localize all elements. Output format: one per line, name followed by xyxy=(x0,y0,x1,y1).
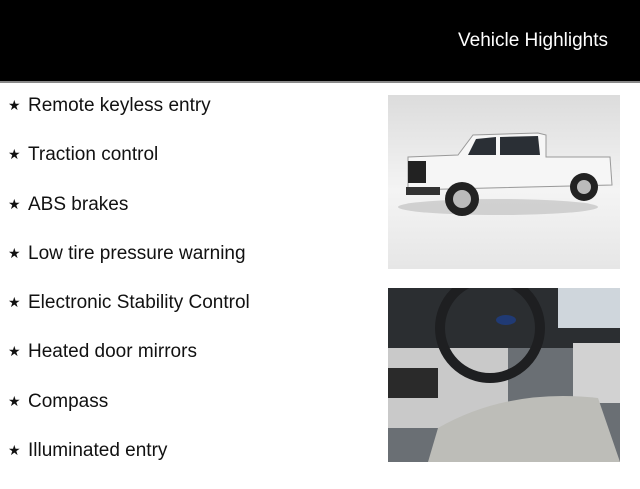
star-icon: ★ xyxy=(8,343,21,360)
feature-label: Compass xyxy=(28,390,109,412)
truck-exterior-photo xyxy=(388,95,620,269)
star-icon: ★ xyxy=(8,146,21,163)
feature-label: Traction control xyxy=(28,144,159,166)
feature-label: Electronic Stability Control xyxy=(28,292,250,314)
feature-label: Illuminated entry xyxy=(28,440,168,462)
feature-label: Low tire pressure warning xyxy=(28,242,246,264)
star-icon: ★ xyxy=(8,294,21,311)
page-title: Vehicle Highlights xyxy=(458,30,608,51)
header-bar xyxy=(0,0,640,83)
list-item xyxy=(8,391,250,440)
star-icon: ★ xyxy=(8,392,21,409)
star-icon: ★ xyxy=(8,195,21,212)
list-item xyxy=(8,144,250,193)
feature-label: Heated door mirrors xyxy=(28,341,197,363)
star-icon: ★ xyxy=(8,97,21,113)
feature-label: Remote keyless entry xyxy=(28,95,211,116)
list-item xyxy=(8,341,250,390)
list-item xyxy=(8,194,250,243)
star-icon: ★ xyxy=(8,244,21,261)
list-item xyxy=(8,243,250,292)
truck-interior-photo xyxy=(388,288,620,462)
star-icon: ★ xyxy=(8,442,21,459)
feature-list xyxy=(8,95,250,489)
list-item xyxy=(8,95,250,144)
feature-label: ABS brakes xyxy=(28,193,129,215)
list-item xyxy=(8,440,250,489)
list-item xyxy=(8,292,250,341)
